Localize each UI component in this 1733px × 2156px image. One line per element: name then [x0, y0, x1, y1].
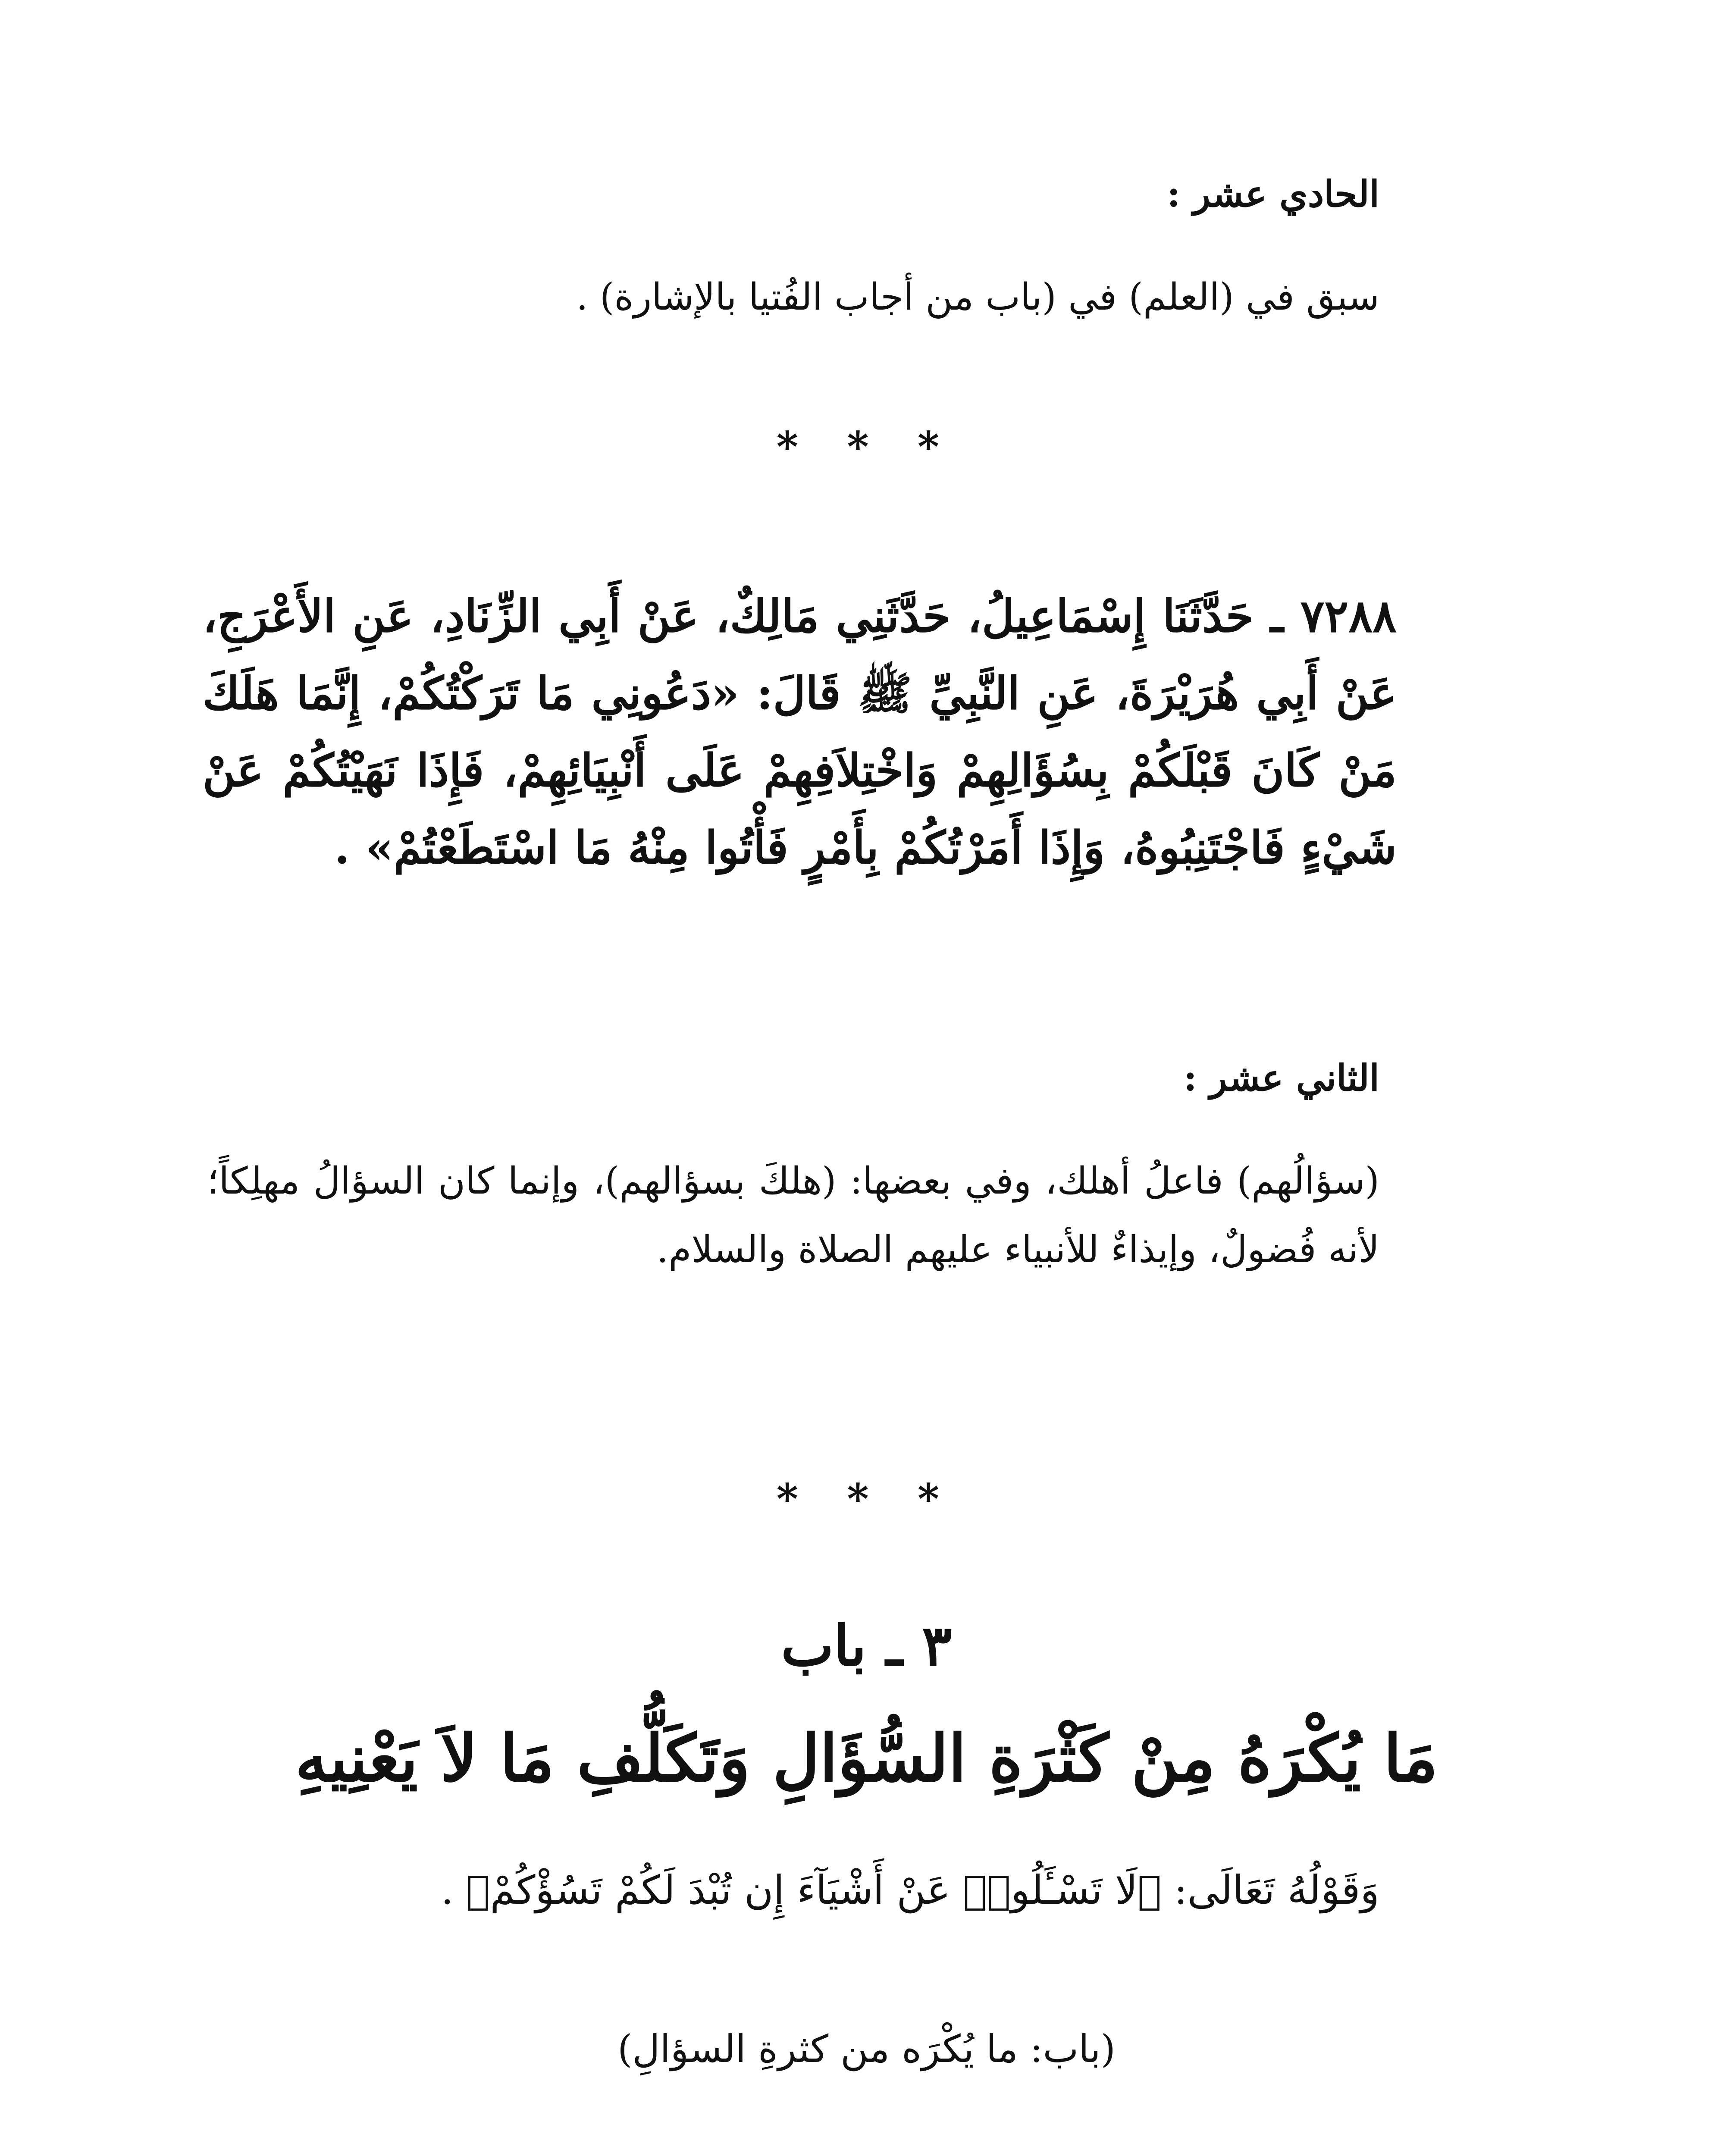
bab-number: ٣ ـ باب [781, 1613, 952, 1679]
bab-title: مَا يُكْرَهُ مِنْ كَثْرَةِ السُّؤَالِ وَتَكَلُّفِ مَا لاَ يَعْنِيهِ [295, 1720, 1438, 1796]
bab-verse: وَقَوْلُهُ تَعَالَى: ﴿لَا تَسْـَٔلُوا۟ عَنْ أَشْيَآءَ إِن تُبْدَ لَكُمْ تَسُؤْكُمْ﴾ . [441, 1867, 1379, 1913]
separator-1: * * * [776, 423, 957, 471]
section-12-heading: الثاني عشر : [1183, 1056, 1379, 1099]
section-12-text: (سؤالُهم) فاعلُ أهلك، وفي بعضها: (هلكَ بسؤالهم)، وإنما كان السؤالُ مهلِكاً؛ لأنه فُضولٌ، وإيذاءٌ للأنبياء عليهم الصلاة والسلام. [207, 1159, 1379, 1272]
separator-2: * * * [776, 1475, 957, 1523]
section-11-text: سبق في (العلم) في (باب من أجاب الفُتيا بالإشارة) . [576, 276, 1379, 319]
section-11-heading: الحادي عشر : [1167, 172, 1379, 215]
hadith-7288: ٧٢٨٨ ـ حَدَّثَنَا إِسْمَاعِيلُ، حَدَّثَنِي مَالِكٌ، عَنْ أَبِي الزِّنَادِ، عَنِ الأَعْرَجِ، عَنْ أَبِي هُرَيْرَةَ، عَنِ النَّبِيِّ ﷺ قَالَ: «دَعُونِي مَا تَرَكْتُكُمْ، إِنَّمَا هَلَكَ مَنْ كَانَ قَبْلَكُمْ بِسُؤَالِهِمْ وَاخْتِلاَفِهِمْ عَلَى أَنْبِيَائِهِمْ، فَإِذَا نَهَيْتُكُمْ عَنْ شَيْءٍ فَاجْتَنِبُوهُ، وَإِذَا أَمَرْتُكُمْ بِأَمْرٍ فَأْتُوا مِنْهُ مَا اسْتَطَعْتُمْ» . [203, 589, 1397, 874]
commentary-title: (باب: ما يُكْرَه من كثرةِ السؤالِ) [617, 2027, 1116, 2071]
